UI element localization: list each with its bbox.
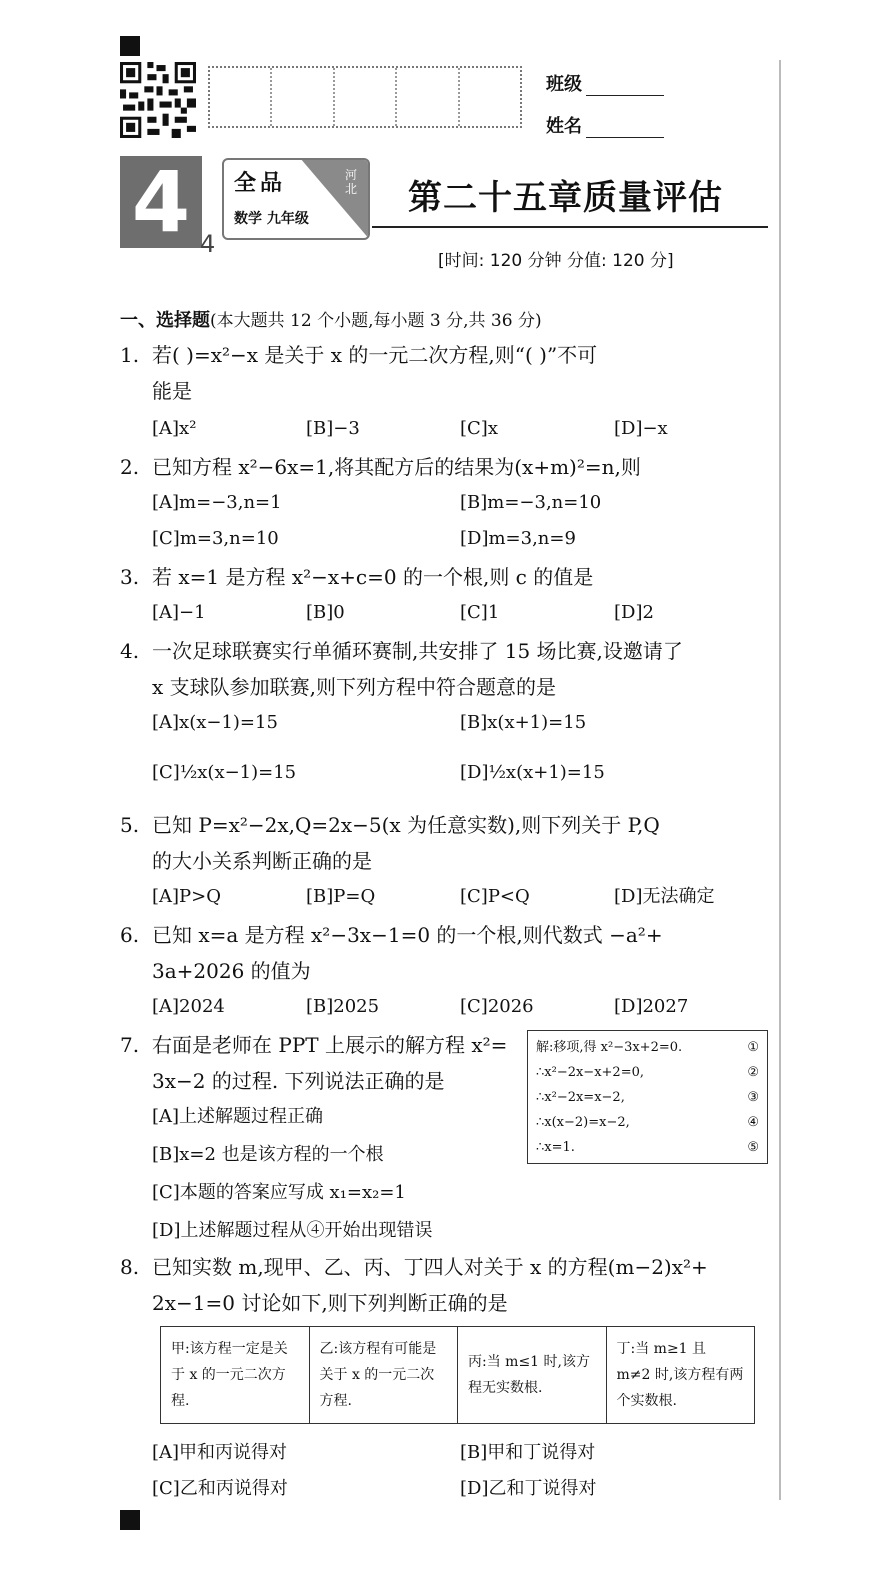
- class-label: 班级: [546, 74, 582, 95]
- question-text: 3x−2 的过程. 下列说法正确的是: [152, 1069, 445, 1093]
- option-b[interactable]: [B]−3: [306, 418, 360, 439]
- brand-logo: [222, 158, 370, 240]
- option-d[interactable]: [D]m=3,n=9: [460, 528, 576, 549]
- option-a[interactable]: [A]P>Q: [152, 886, 221, 907]
- brand-name: 全品: [234, 171, 287, 196]
- section-heading: 一、选择题(本大题共 12 个小题,每小题 3 分,共 36 分): [120, 310, 542, 331]
- option-c[interactable]: [C]P<Q: [460, 886, 530, 907]
- discussion-cell-bing: 丙:当 m≤1 时,该方程无实数根.: [458, 1327, 607, 1423]
- solution-step: ∴x(x−2)=x−2, ④: [536, 1115, 759, 1130]
- question-text: 若( )=x²−x 是关于 x 的一元二次方程,则“( )”不可: [152, 343, 598, 367]
- page-title: 第二十五章质量评估: [408, 178, 723, 218]
- question-number: 7.: [120, 1033, 140, 1057]
- option-a[interactable]: [A]x(x−1)=15: [152, 712, 278, 733]
- option-c[interactable]: [C]2026: [460, 996, 534, 1017]
- question-text: 已知实数 m,现甲、乙、丙、丁四人对关于 x 的方程(m−2)x²+: [152, 1255, 708, 1279]
- option-b[interactable]: [B]m=−3,n=10: [460, 492, 602, 513]
- question-text: 一次足球联赛实行单循环赛制,共安排了 15 场比赛,设邀请了: [152, 639, 683, 663]
- solution-step: ∴x²−2x−x+2=0, ②: [536, 1065, 759, 1080]
- option-c[interactable]: [C]本题的答案应写成 x₁=x₂=1: [152, 1182, 406, 1203]
- option-b[interactable]: [B]x=2 也是该方程的一个根: [152, 1144, 384, 1165]
- corner-mark-top: [120, 36, 140, 56]
- qr-code-icon: [120, 62, 196, 138]
- option-d[interactable]: [D]2: [614, 602, 654, 623]
- discussion-cell-jia: 甲:该方程一定是关于 x 的一元二次方程.: [161, 1327, 310, 1423]
- option-d[interactable]: [D]无法确定: [614, 886, 715, 907]
- option-a[interactable]: [A]m=−3,n=1: [152, 492, 282, 513]
- option-a[interactable]: [A]上述解题过程正确: [152, 1106, 324, 1127]
- option-a[interactable]: [A]2024: [152, 996, 225, 1017]
- class-field[interactable]: [546, 70, 664, 96]
- option-c[interactable]: [C]½x(x−1)=15: [152, 762, 297, 783]
- brand-subject: 数学 九年级: [234, 211, 309, 227]
- question-text: 3a+2026 的值为: [152, 959, 311, 983]
- option-d[interactable]: [D]½x(x+1)=15: [460, 762, 605, 783]
- chapter-badge: 4: [120, 156, 202, 248]
- question-text: 已知 P=x²−2x,Q=2x−5(x 为任意实数),则下列关于 P,Q: [152, 813, 660, 837]
- solution-box: [527, 1030, 768, 1164]
- title-underline: [372, 226, 768, 228]
- time-info: [时间: 120 分钟 分值: 120 分]: [438, 251, 674, 271]
- solution-step: ∴x=1. ⑤: [536, 1140, 759, 1155]
- solution-step: 解:移项,得 x²−3x+2=0. ①: [536, 1040, 759, 1055]
- question-text: 能是: [152, 379, 192, 403]
- question-text: 已知 x=a 是方程 x²−3x−1=0 的一个根,则代数式 −a²+: [152, 923, 663, 947]
- option-c[interactable]: [C]m=3,n=10: [152, 528, 279, 549]
- question-text: 的大小关系判断正确的是: [152, 849, 372, 873]
- name-label: 姓名: [546, 116, 582, 137]
- question-text: x 支球队参加联赛,则下列方程中符合题意的是: [152, 675, 556, 699]
- option-d[interactable]: [D]−x: [614, 418, 668, 439]
- question-text: 已知方程 x²−6x=1,将其配方后的结果为(x+m)²=n,则: [152, 455, 641, 479]
- question-number: 1.: [120, 343, 140, 367]
- discussion-cell-ding: 丁:当 m≥1 且 m≠2 时,该方程有两个实数根.: [616, 1341, 744, 1409]
- option-b[interactable]: [B]2025: [306, 996, 380, 1017]
- discussion-cell-yi: 乙:该方程有可能是关于 x 的一元二次方程.: [310, 1327, 459, 1423]
- student-id-boxes[interactable]: [208, 66, 522, 128]
- option-c[interactable]: [C]1: [460, 602, 500, 623]
- chapter-badge-small: 4: [200, 230, 216, 258]
- corner-mark-bottom: [120, 1510, 140, 1530]
- option-c[interactable]: [C]乙和丙说得对: [152, 1478, 288, 1499]
- question-text: 2x−1=0 讨论如下,则下列判断正确的是: [152, 1291, 508, 1315]
- solution-step: ∴x²−2x=x−2, ③: [536, 1090, 759, 1105]
- question-number: 3.: [120, 565, 140, 589]
- question-text: 若 x=1 是方程 x²−x+c=0 的一个根,则 c 的值是: [152, 565, 594, 589]
- question-number: 8.: [120, 1255, 140, 1279]
- option-d[interactable]: [D]上述解题过程从④开始出现错误: [152, 1220, 433, 1241]
- discussion-table: [160, 1326, 755, 1424]
- option-b[interactable]: [B]甲和丁说得对: [460, 1442, 596, 1463]
- option-a[interactable]: [A]−1: [152, 602, 206, 623]
- question-text: 右面是老师在 PPT 上展示的解方程 x²=: [152, 1033, 508, 1057]
- question-number: 4.: [120, 639, 140, 663]
- option-c[interactable]: [C]x: [460, 418, 498, 439]
- option-d[interactable]: [D]乙和丁说得对: [460, 1478, 597, 1499]
- option-b[interactable]: [B]P=Q: [306, 886, 376, 907]
- margin-line: [779, 60, 781, 1500]
- brand-region: 河北: [344, 168, 357, 196]
- option-a[interactable]: [A]x²: [152, 418, 197, 439]
- option-a[interactable]: [A]甲和丙说得对: [152, 1442, 288, 1463]
- question-number: 6.: [120, 923, 140, 947]
- name-field[interactable]: [546, 112, 664, 138]
- question-number: 2.: [120, 455, 140, 479]
- option-b[interactable]: [B]x(x+1)=15: [460, 712, 587, 733]
- question-number: 5.: [120, 813, 140, 837]
- option-d[interactable]: [D]2027: [614, 996, 689, 1017]
- option-b[interactable]: [B]0: [306, 602, 345, 623]
